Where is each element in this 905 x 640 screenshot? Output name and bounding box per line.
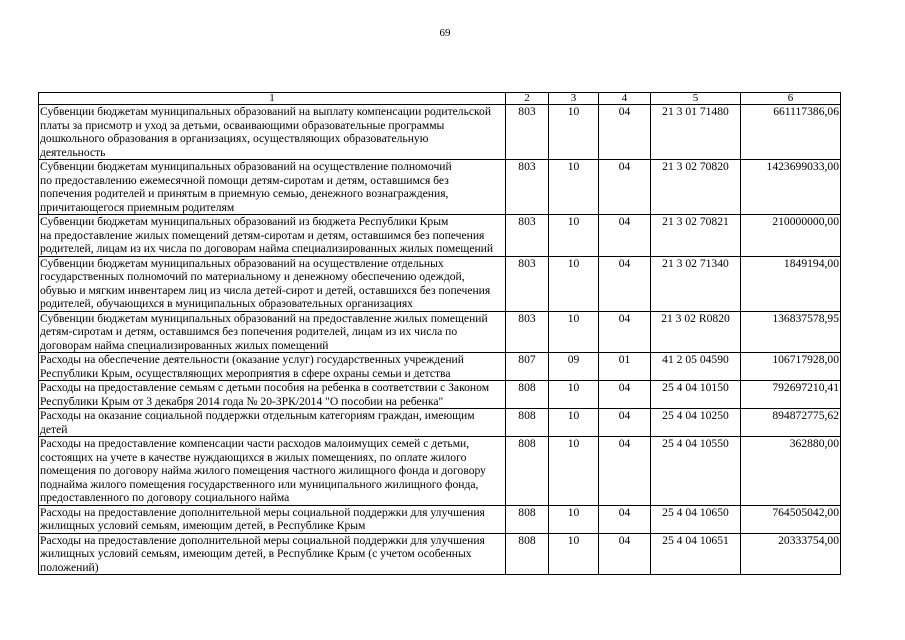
code-cell-3: 10 (549, 409, 599, 437)
code-cell-4: 04 (599, 437, 651, 506)
description-cell: Субвенции бюджетам муниципальных образований из бюджета Республики Крым на предоставление жилых помещений детям-сиротам и детям, оставшимся без попечения родителей, лицам из их числа по договорам найма специализированных жилых помещений (39, 215, 506, 257)
amount-cell: 106717928,00 (741, 353, 841, 381)
code-cell-3: 10 (549, 160, 599, 215)
code-cell-3: 10 (549, 215, 599, 257)
table-row (39, 105, 841, 160)
description-cell: Расходы на обеспечение деятельности (оказание услуг) государственных учреждений Республики Крым, осуществляющих мероприятия в сфере охраны семьи и детства (39, 353, 506, 381)
table-row (39, 311, 841, 353)
code-cell-4: 04 (599, 409, 651, 437)
budget-table (38, 92, 841, 575)
column-header-1: 1 (39, 93, 506, 105)
amount-cell: 894872775,62 (741, 409, 841, 437)
table-row (39, 215, 841, 257)
code-cell-3: 10 (549, 505, 599, 533)
code-cell-2: 808 (506, 381, 549, 409)
code-cell-5: 21 3 02 71340 (651, 256, 741, 311)
code-cell-3: 09 (549, 353, 599, 381)
code-cell-2: 807 (506, 353, 549, 381)
amount-cell: 792697210,41 (741, 381, 841, 409)
code-cell-4: 04 (599, 160, 651, 215)
amount-cell: 362880,00 (741, 437, 841, 506)
code-cell-5: 41 2 05 04590 (651, 353, 741, 381)
table-row (39, 381, 841, 409)
column-header-3: 3 (549, 93, 599, 105)
table-row (39, 160, 841, 215)
amount-cell: 210000000,00 (741, 215, 841, 257)
table-row (39, 353, 841, 381)
code-cell-2: 808 (506, 505, 549, 533)
code-cell-4: 04 (599, 215, 651, 257)
description-cell: Субвенции бюджетам муниципальных образований на осуществление полномочий по предоставлению ежемесячной помощи детям-сиротам и детям, оставшимся без попечения родителей и принятым в приемную семью, денежного вознаграждения, причитающегося приемным родителям (39, 160, 506, 215)
code-cell-3: 10 (549, 311, 599, 353)
amount-cell: 1423699033,00 (741, 160, 841, 215)
code-cell-5: 25 4 04 10651 (651, 533, 741, 575)
column-header-5: 5 (651, 93, 741, 105)
code-cell-3: 10 (549, 437, 599, 506)
code-cell-5: 21 3 02 R0820 (651, 311, 741, 353)
description-cell: Расходы на предоставление дополнительной меры социальной поддержки для улучшения жилищных условий семьям, имеющим детей, в Республике Крым (39, 505, 506, 533)
amount-cell: 764505042,00 (741, 505, 841, 533)
table-row (39, 256, 841, 311)
code-cell-4: 01 (599, 353, 651, 381)
description-cell: Субвенции бюджетам муниципальных образований на выплату компенсации родительской платы за присмотр и уход за детьми, осваивающими образовательные программы дошкольного образования в организациях, осуществляющих образовательную деятельность (39, 105, 506, 160)
code-cell-4: 04 (599, 105, 651, 160)
table-row (39, 409, 841, 437)
code-cell-5: 25 4 04 10150 (651, 381, 741, 409)
code-cell-5: 21 3 02 70821 (651, 215, 741, 257)
table-body (39, 105, 841, 575)
code-cell-4: 04 (599, 381, 651, 409)
code-cell-5: 25 4 04 10550 (651, 437, 741, 506)
code-cell-4: 04 (599, 311, 651, 353)
description-cell: Расходы на предоставление семьям с детьми пособия на ребенка в соответствии с Законом Республики Крым от 3 декабря 2014 года № 20-ЗРК/2014 "О пособии на ребенка" (39, 381, 506, 409)
table-row (39, 437, 841, 506)
code-cell-4: 04 (599, 533, 651, 575)
code-cell-2: 803 (506, 311, 549, 353)
column-header-4: 4 (599, 93, 651, 105)
description-cell: Расходы на оказание социальной поддержки отдельным категориям граждан, имеющим детей (39, 409, 506, 437)
amount-cell: 136837578,95 (741, 311, 841, 353)
amount-cell: 1849194,00 (741, 256, 841, 311)
table-row (39, 505, 841, 533)
table-row (39, 533, 841, 575)
code-cell-2: 808 (506, 409, 549, 437)
code-cell-4: 04 (599, 256, 651, 311)
code-cell-3: 10 (549, 256, 599, 311)
code-cell-2: 803 (506, 160, 549, 215)
code-cell-5: 25 4 04 10650 (651, 505, 741, 533)
amount-cell: 661117386,06 (741, 105, 841, 160)
code-cell-5: 21 3 01 71480 (651, 105, 741, 160)
description-cell: Субвенции бюджетам муниципальных образований на осуществление отдельных государственных полномочий по материальному и денежному обеспечению одеждой, обувью и мягким инвентарем лиц из числа детей-сирот и детей, оставшихся без попечения родителей, обучающихся в муниципальных образовательных организациях (39, 256, 506, 311)
description-cell: Расходы на предоставление дополнительной меры социальной поддержки для улучшения жилищных условий семьям, имеющим детей, в Республике Крым (с учетом особенных положений) (39, 533, 506, 575)
code-cell-3: 10 (549, 381, 599, 409)
code-cell-2: 808 (506, 533, 549, 575)
code-cell-3: 10 (549, 105, 599, 160)
column-header-2: 2 (506, 93, 549, 105)
amount-cell: 20333754,00 (741, 533, 841, 575)
page-number: 69 (439, 27, 451, 39)
code-cell-2: 808 (506, 437, 549, 506)
code-cell-5: 21 3 02 70820 (651, 160, 741, 215)
code-cell-5: 25 4 04 10250 (651, 409, 741, 437)
code-cell-2: 803 (506, 256, 549, 311)
description-cell: Расходы на предоставление компенсации части расходов малоимущих семей с детьми, состоящих на учете в качестве нуждающихся в жилых помещениях, по оплате жилого помещения по договору найма жилого помещения частного жилищного фонда и договору поднайма жилого помещения государственного или муниципального жилищного фонда, предоставленного по договору социального найма (39, 437, 506, 506)
code-cell-4: 04 (599, 505, 651, 533)
code-cell-2: 803 (506, 105, 549, 160)
code-cell-2: 803 (506, 215, 549, 257)
code-cell-3: 10 (549, 533, 599, 575)
header-row (39, 93, 841, 105)
description-cell: Субвенции бюджетам муниципальных образований на предоставление жилых помещений детям-сиротам и детям, оставшимся без попечения родителей, лицам из их числа по договорам найма специализированных жилых помещений (39, 311, 506, 353)
column-header-6: 6 (741, 93, 841, 105)
